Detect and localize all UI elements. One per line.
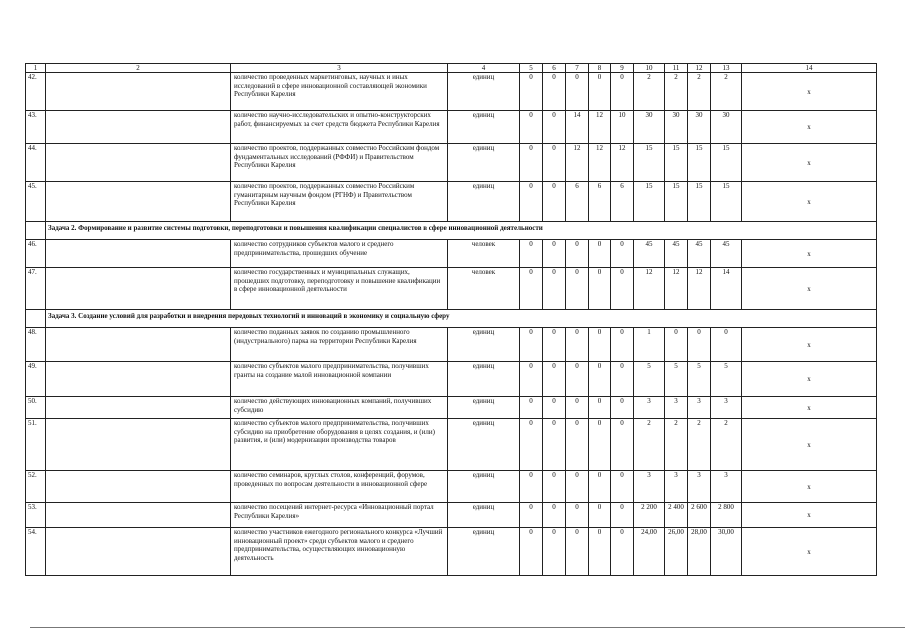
column-14-mark: х [742,503,877,528]
activity-cell [46,528,231,576]
value-col-13: 5 [711,362,742,397]
value-col-9: 0 [611,471,634,503]
value-col-6: 0 [543,503,566,528]
value-col-10: 3 [634,397,665,419]
task-index-cell [26,310,46,328]
value-col-12: 28,00 [688,528,711,576]
row-number: 45. [26,182,46,222]
value-col-5: 0 [520,362,543,397]
task-heading: Задача 2. Формирование и развитие системы подготовки, переподготовки и повышения квалификации специалистов в сфере инновационной деятельности [46,222,877,240]
value-col-5: 0 [520,73,543,111]
column-14-mark: х [742,111,877,144]
value-col-9: 12 [611,144,634,182]
value-col-12: 2 [688,73,711,111]
activity-cell [46,182,231,222]
table-row [26,419,877,471]
value-col-5: 0 [520,528,543,576]
value-col-11: 2 [665,419,688,471]
column-14-mark: х [742,73,877,111]
table-row [26,362,877,397]
value-col-8: 12 [589,144,611,182]
value-col-6: 0 [543,144,566,182]
unit-of-measure: единиц [448,111,520,144]
unit-of-measure: единиц [448,144,520,182]
task-heading-row [26,310,877,328]
value-col-13: 45 [711,240,742,268]
value-col-11: 15 [665,144,688,182]
value-col-12: 0 [688,328,711,362]
table-row [26,268,877,310]
page-bottom-rule [30,627,905,628]
value-col-12: 3 [688,471,711,503]
value-col-10: 2 [634,419,665,471]
column-14-mark: х [742,328,877,362]
value-col-6: 0 [543,73,566,111]
column-number-11: 11 [665,64,688,73]
value-col-13: 30 [711,111,742,144]
value-col-6: 0 [543,471,566,503]
row-number: 44. [26,144,46,182]
value-col-10: 24,00 [634,528,665,576]
value-col-9: 0 [611,528,634,576]
column-number-14: 14 [742,64,877,73]
value-col-7: 0 [566,328,589,362]
value-col-8: 0 [589,362,611,397]
value-col-13: 2 800 [711,503,742,528]
column-number-2: 2 [46,64,231,73]
task-index-cell [26,222,46,240]
value-col-11: 2 400 [665,503,688,528]
column-14-mark: х [742,144,877,182]
column-number-7: 7 [566,64,589,73]
activity-cell [46,328,231,362]
value-col-5: 0 [520,268,543,310]
indicator-name: количество действующих инновационных компаний, получивших субсидию [231,397,448,419]
column-number-9: 9 [611,64,634,73]
value-col-8: 0 [589,471,611,503]
row-number: 50. [26,397,46,419]
value-col-9: 6 [611,182,634,222]
value-col-5: 0 [520,397,543,419]
unit-of-measure: единиц [448,73,520,111]
table-row [26,144,877,182]
value-col-9: 0 [611,240,634,268]
value-col-5: 0 [520,471,543,503]
value-col-10: 45 [634,240,665,268]
task-heading: Задача 3. Создание условий для разработки и внедрения передовых технологий и инноваций в экономику и социальную сферу [46,310,877,328]
column-14-mark: х [742,419,877,471]
unit-of-measure: единиц [448,419,520,471]
row-number: 46. [26,240,46,268]
column-14-mark: х [742,528,877,576]
value-col-7: 12 [566,144,589,182]
column-14-mark: х [742,471,877,503]
row-number: 52. [26,471,46,503]
value-col-9: 0 [611,362,634,397]
indicator-name: количество субъектов малого предпринимательства, получивших субсидию на приобретение оборудования в целях создания, и (или) развития, и (или) модернизации производства товаров [231,419,448,471]
indicator-name: количество семинаров, круглых столов, конференций, форумов, проведенных по вопросам деятельности в инновационной сфере [231,471,448,503]
value-col-8: 6 [589,182,611,222]
value-col-5: 0 [520,240,543,268]
row-number: 43. [26,111,46,144]
value-col-9: 10 [611,111,634,144]
value-col-12: 3 [688,397,711,419]
value-col-9: 0 [611,328,634,362]
value-col-13: 15 [711,182,742,222]
activity-cell [46,419,231,471]
value-col-11: 0 [665,328,688,362]
value-col-7: 0 [566,362,589,397]
indicator-name: количество субъектов малого предпринимательства, получивших гранты на создание малой инновационной компании [231,362,448,397]
value-col-7: 0 [566,240,589,268]
value-col-10: 3 [634,471,665,503]
activity-cell [46,111,231,144]
table-row [26,397,877,419]
value-col-8: 0 [589,503,611,528]
value-col-6: 0 [543,419,566,471]
column-number-6: 6 [543,64,566,73]
column-14-mark: х [742,397,877,419]
row-number: 53. [26,503,46,528]
value-col-6: 0 [543,111,566,144]
unit-of-measure: единиц [448,362,520,397]
value-col-5: 0 [520,419,543,471]
table-row [26,471,877,503]
value-col-13: 30,00 [711,528,742,576]
value-col-8: 0 [589,528,611,576]
indicator-name: количество проектов, поддержанных совместно Российским фондом фундаментальных исследований (РФФИ) и Правительством Республики Карелия [231,144,448,182]
value-col-9: 0 [611,268,634,310]
value-col-6: 0 [543,397,566,419]
column-14-mark: х [742,268,877,310]
value-col-6: 0 [543,328,566,362]
value-col-9: 0 [611,419,634,471]
activity-cell [46,73,231,111]
value-col-12: 45 [688,240,711,268]
value-col-7: 0 [566,419,589,471]
value-col-7: 0 [566,268,589,310]
column-number-10: 10 [634,64,665,73]
indicator-name: количество участников ежегодного регионального конкурса «Лучший инновационный проект» среди субъектов малого и среднего предпринимательства, осуществляющих инновационную деятельность [231,528,448,576]
table-row [26,328,877,362]
value-col-12: 2 [688,419,711,471]
indicator-name: количество государственных и муниципальных служащих, прошедших подготовку, переподготовку и повышение квалификации в сфере инновационной деятельности [231,268,448,310]
value-col-7: 0 [566,503,589,528]
value-col-11: 26,00 [665,528,688,576]
table-row [26,182,877,222]
column-number-13: 13 [711,64,742,73]
unit-of-measure: человек [448,240,520,268]
value-col-6: 0 [543,182,566,222]
value-col-7: 0 [566,397,589,419]
value-col-6: 0 [543,240,566,268]
value-col-12: 5 [688,362,711,397]
value-col-13: 0 [711,328,742,362]
row-number: 51. [26,419,46,471]
activity-cell [46,397,231,419]
column-number-8: 8 [589,64,611,73]
value-col-11: 3 [665,397,688,419]
value-col-6: 0 [543,268,566,310]
value-col-8: 0 [589,240,611,268]
value-col-6: 0 [543,528,566,576]
column-number-3: 3 [231,64,448,73]
indicators-table [25,63,877,576]
value-col-13: 3 [711,397,742,419]
row-number: 47. [26,268,46,310]
value-col-11: 30 [665,111,688,144]
value-col-12: 30 [688,111,711,144]
unit-of-measure: единиц [448,182,520,222]
indicator-name: количество поданных заявок по созданию промышленного (индустриального) парка на территории Республики Карелия [231,328,448,362]
value-col-11: 45 [665,240,688,268]
activity-cell [46,144,231,182]
unit-of-measure: человек [448,268,520,310]
row-number: 42. [26,73,46,111]
value-col-5: 0 [520,182,543,222]
unit-of-measure: единиц [448,397,520,419]
activity-cell [46,471,231,503]
value-col-11: 2 [665,73,688,111]
value-col-10: 12 [634,268,665,310]
value-col-10: 5 [634,362,665,397]
value-col-8: 0 [589,419,611,471]
value-col-11: 3 [665,471,688,503]
column-number-row [26,64,877,73]
indicator-name: количество проведенных маркетинговых, научных и иных исследований в сфере инновационной составляющей экономики Республики Карелия [231,73,448,111]
value-col-12: 15 [688,182,711,222]
column-14-mark: х [742,240,877,268]
indicator-name: количество научно-исследовательских и опытно-конструкторских работ, финансируемых за счет средств бюджета Республики Карелия [231,111,448,144]
column-14-mark: х [742,182,877,222]
value-col-8: 0 [589,268,611,310]
value-col-8: 0 [589,73,611,111]
indicator-name: количество посещений интернет-ресурса «Инновационный портал Республики Карелия» [231,503,448,528]
value-col-5: 0 [520,144,543,182]
value-col-7: 6 [566,182,589,222]
value-col-6: 0 [543,362,566,397]
value-col-9: 0 [611,503,634,528]
unit-of-measure: единиц [448,503,520,528]
table-row [26,73,877,111]
unit-of-measure: единиц [448,328,520,362]
row-number: 54. [26,528,46,576]
indicator-name: количество сотрудников субъектов малого и среднего предпринимательства, прошедших обучение [231,240,448,268]
value-col-10: 30 [634,111,665,144]
value-col-10: 1 [634,328,665,362]
activity-cell [46,503,231,528]
column-number-4: 4 [448,64,520,73]
unit-of-measure: единиц [448,471,520,503]
value-col-11: 12 [665,268,688,310]
table-row [26,111,877,144]
row-number: 49. [26,362,46,397]
value-col-10: 15 [634,144,665,182]
value-col-11: 5 [665,362,688,397]
activity-cell [46,240,231,268]
task-heading-row [26,222,877,240]
value-col-10: 2 200 [634,503,665,528]
table-row [26,240,877,268]
value-col-13: 2 [711,73,742,111]
value-col-7: 0 [566,528,589,576]
value-col-12: 2 600 [688,503,711,528]
column-number-12: 12 [688,64,711,73]
value-col-9: 0 [611,73,634,111]
value-col-5: 0 [520,503,543,528]
row-number: 48. [26,328,46,362]
value-col-13: 15 [711,144,742,182]
value-col-7: 14 [566,111,589,144]
value-col-13: 3 [711,471,742,503]
value-col-12: 15 [688,144,711,182]
indicator-name: количество проектов, поддержанных совместно Российским гуманитарным научным фондом (РГНФ) и Правительством Республики Карелия [231,182,448,222]
table-row [26,503,877,528]
value-col-10: 2 [634,73,665,111]
activity-cell [46,268,231,310]
value-col-5: 0 [520,111,543,144]
value-col-10: 15 [634,182,665,222]
value-col-12: 12 [688,268,711,310]
value-col-13: 14 [711,268,742,310]
value-col-11: 15 [665,182,688,222]
value-col-8: 0 [589,397,611,419]
column-number-1: 1 [26,64,46,73]
value-col-9: 0 [611,397,634,419]
value-col-5: 0 [520,328,543,362]
value-col-7: 0 [566,73,589,111]
value-col-7: 0 [566,471,589,503]
column-number-5: 5 [520,64,543,73]
value-col-8: 0 [589,328,611,362]
unit-of-measure: единиц [448,528,520,576]
value-col-8: 12 [589,111,611,144]
value-col-13: 2 [711,419,742,471]
activity-cell [46,362,231,397]
column-14-mark: х [742,362,877,397]
table-row [26,528,877,576]
